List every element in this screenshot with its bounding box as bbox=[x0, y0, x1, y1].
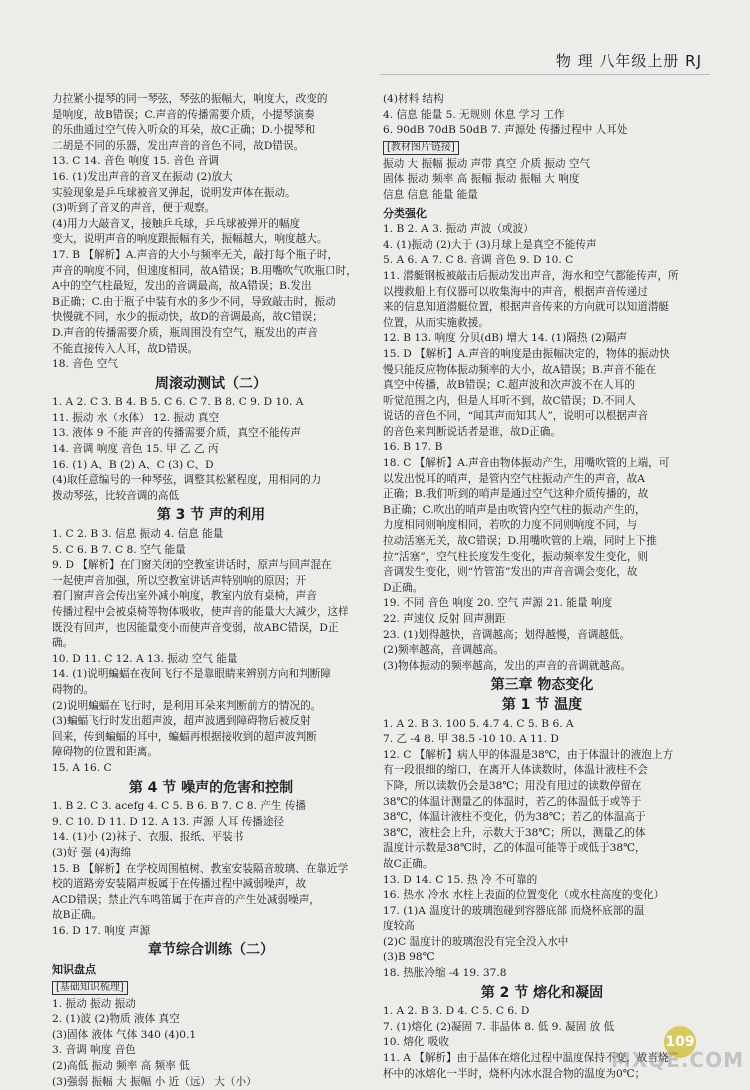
answer-line: 障碍物的位置和距离。 bbox=[52, 746, 158, 759]
sub-heading: 分类强化 bbox=[383, 206, 427, 220]
answer-line: 一起使声音加强，所以空教室讲话声特别响的原因；开 bbox=[52, 574, 307, 587]
answer-line: 5. C 6. B 7. C 8. 空气 能量 bbox=[52, 543, 186, 556]
header-rule bbox=[380, 74, 710, 75]
answer-line: 14. (1)说明蝙蝠在夜间飞行不是靠眼睛来辨别方向和判断障 bbox=[52, 668, 331, 681]
answer-line: 的乐曲通过空气传入听众的耳朵，故C正确；D.小提琴和 bbox=[52, 124, 316, 137]
answer-line: 7. (1)熔化 (2)凝固 7. 非晶体 8. 低 9. 凝固 放 低 bbox=[383, 1020, 615, 1033]
answer-line: D.声音的传播需要介质，瓶周围没有空气，瓶发出的声音 bbox=[52, 326, 318, 339]
answer-line: 1. A 2. B 3. D 4. C 5. C 6. D bbox=[383, 1005, 530, 1018]
answer-line: 故B正确。 bbox=[52, 909, 103, 922]
answer-line: 力度相同则响度相同，若吹的力度不同则响度不同，与 bbox=[383, 519, 638, 532]
answer-line: 传播过程中会被桌椅等物体吸收，使声音的能量大大减少，这样 bbox=[52, 606, 349, 618]
answer-line: 1. C 2. B 3. 信息 振动 4. 信息 能量 bbox=[52, 528, 224, 541]
answer-line: (3)强弱 振幅 大 振幅 小 近（远） 大（小） bbox=[52, 1075, 257, 1088]
section-heading: 第 2 节 熔化和凝固 bbox=[480, 984, 604, 1001]
answer-line: 38℃，体温计液柱不变化，仍为38℃；若乙的体温高于 bbox=[383, 811, 646, 824]
answer-line: (4)材料 结构 bbox=[383, 93, 444, 105]
answer-line: 9. C 10. D 11. D 12. A 13. 声源 人耳 传播途径 bbox=[52, 815, 285, 828]
answer-line: 1. A 2. B 3. 100 5. 4.7 4. C 5. B 6. A bbox=[383, 717, 574, 730]
answer-line: 以搜救船上有仪器可以收集海中的声音，根据声音传递过 bbox=[383, 285, 648, 298]
answer-line: 16. D 17. 响度 声源 bbox=[52, 924, 151, 937]
answer-line: 14. 音调 响度 音色 15. 甲 乙 乙 丙 bbox=[52, 443, 219, 456]
answer-line: (2)高低 振动 频率 高 频率 低 bbox=[52, 1060, 190, 1073]
answer-line: 的音色来判断说话者是谁，故D正确。 bbox=[383, 425, 561, 438]
answer-line: 真空中传播，故B错误；C.超声波和次声波不在人耳的 bbox=[383, 379, 635, 392]
answer-line: 15. D 【解析】A.声音的响度是由振幅决定的，物体的振动快 bbox=[383, 347, 670, 360]
left-column bbox=[52, 92, 370, 1090]
answer-line: 来的信息知道潜艇位置，根据声音传来的方向就可以知道潜艇 bbox=[383, 301, 670, 314]
bracket-label: [基础知识梳理] bbox=[52, 981, 128, 995]
answer-line: 着门窗声音会传出室外减小响度，教室内放有桌椅，声音 bbox=[52, 590, 317, 603]
answer-line: 1. 振动 振动 振动 bbox=[52, 997, 136, 1010]
answer-line: 温度计示数是38℃时，乙的体温可能等于或低于38℃， bbox=[383, 842, 646, 855]
answer-line: 13. 液体 9 不能 声音的传播需要介质，真空不能传声 bbox=[52, 427, 301, 440]
answer-line: 16. 热水 冷水 水柱上表面的位置变化（或水柱高度的变化） bbox=[383, 889, 665, 902]
answer-line: (2)C 温度计的玻璃泡没有完全没入水中 bbox=[383, 935, 569, 948]
page-number: 109 bbox=[664, 1026, 696, 1058]
answer-line: 慢只能反应物体振动频率的大小，故A错误；B.声音不能在 bbox=[383, 363, 657, 376]
answer-line: 16. (1) A、B (2) A、C (3) C、D bbox=[52, 458, 214, 471]
answer-line: 固体 振动 频率 高 振幅 振动 振幅 大 响度 bbox=[383, 173, 580, 186]
answer-line: ACD错误；禁止汽车鸣笛属于在声音的产生处减弱噪声， bbox=[52, 893, 320, 906]
answer-line: (3)固体 液体 气体 340 (4)0.1 bbox=[52, 1028, 197, 1041]
answer-line: 18. 热胀冷缩 -4 19. 37.8 bbox=[383, 967, 507, 980]
answer-line: 校的道路旁安装隔声板属于在传播过程中减弱噪声，故 bbox=[52, 878, 307, 891]
answer-line: B正确；C.吹出的哨声是由吹管内空气柱的振动产生的， bbox=[383, 503, 646, 516]
section-heading: 周滚动测试（二） bbox=[155, 375, 267, 392]
answer-line: 音调发生变化，则“竹管笛”发出的声音音调会变化，故 bbox=[383, 566, 638, 579]
section-heading: 第三章 物态变化 bbox=[490, 677, 594, 694]
answer-line: (3)蝙蝠飞行时发出超声波，超声波遇到障碍物后被反射 bbox=[52, 715, 311, 728]
section-heading: 第 4 节 噪声的危害和控制 bbox=[128, 779, 294, 796]
answer-line: 15. A 16. C bbox=[52, 761, 112, 774]
answer-line: 拉动活塞无关，故C错误；D.用嘴吹管的上端，同时上下推 bbox=[383, 535, 657, 548]
answer-line: 18. 音色 空气 bbox=[52, 358, 118, 371]
answer-line: 力拉紧小提琴的同一琴弦，琴弦的振幅大，响度大，改变的 bbox=[52, 93, 328, 105]
answer-line: 23. (1)划得越快，音调越高；划得越慢，音调越低。 bbox=[383, 628, 631, 641]
answer-line: 正确；B.我们听到的哨声是通过空气这种介质传播的，故 bbox=[383, 488, 649, 501]
answer-line: 6. 90dB 70dB 50dB 7. 声源处 传播过程中 人耳处 bbox=[383, 124, 628, 137]
bracket-label: [教材图片链接] bbox=[383, 141, 459, 155]
answer-line: D正确。 bbox=[383, 581, 424, 594]
answer-line: 12. C 【解析】病人甲的体温是38℃，由于体温计的液泡上方 bbox=[383, 748, 674, 761]
answer-line: 不能直接传入人耳，故D错误。 bbox=[52, 342, 199, 355]
answer-line: 14. (1)小 (2)袜子、衣服、报纸、平装书 bbox=[52, 831, 244, 844]
answer-line: 2. (1)波 (2)物质 液体 真空 bbox=[52, 1013, 180, 1026]
answer-line: (3)物体振动的频率越高，发出的声音的音调就越高。 bbox=[383, 659, 632, 672]
answer-line: 声音的响度不同，但速度相同，故A错误；B.用嘴吹气吹瓶口时， bbox=[52, 264, 357, 277]
answer-line: 说话的音色不同，“闻其声而知其人”，说明可以根据声音 bbox=[383, 410, 649, 423]
answer-line: 38℃，液柱会上升，示数大于38℃；所以，测量乙的体 bbox=[383, 826, 646, 839]
answer-line: 16. (1)发出声音的音叉在振动 (2)放大 bbox=[52, 170, 233, 183]
answer-line: 18. C 【解析】A.声音由物体振动产生，用嘴吹管的上端，可 bbox=[383, 457, 670, 470]
answer-line: 38℃的体温计测量乙的体温时，若乙的体温低于或等于 bbox=[383, 795, 642, 808]
answer-line: (3)B 98℃ bbox=[383, 951, 435, 964]
sub-heading: 知识盘点 bbox=[52, 963, 96, 977]
answer-line: (4)用力大敲音叉，接触乒乓球，乒乓球被弹开的幅度 bbox=[52, 217, 301, 230]
answer-line: 17. B 【解析】A.声音的大小与频率无关，敲打每个瓶子时， bbox=[52, 248, 339, 261]
answer-line: 10. 熔化 吸收 bbox=[383, 1036, 449, 1049]
answer-line: 9. D 【解析】在门窗关闭的空教室讲话时，原声与回声混在 bbox=[52, 559, 332, 572]
bracket-label-row bbox=[52, 979, 370, 997]
answer-line: 12. B 13. 响度 分贝(dB) 增大 14. (1)隔热 (2)隔声 bbox=[383, 332, 628, 345]
answer-line: 17. (1)A 温度计的玻璃泡碰到容器底部 而烧杯底部的温 bbox=[383, 904, 645, 917]
answer-line: 实验现象是乒乓球被音叉弹起，说明发声体在振动。 bbox=[52, 186, 296, 199]
answer-line: 11. A 【解析】由于晶体在熔化过程中温度保持不变，故当烧 bbox=[383, 1052, 669, 1065]
answer-line: 5. A 6. A 7. C 8. 音调 音色 9. D 10. C bbox=[383, 254, 574, 267]
answer-line: 11. 潜艇钢板被敲击后振动发出声音，海水和空气都能传声，所 bbox=[383, 269, 679, 282]
book-title: 物 理 八年级上册 RJ bbox=[555, 52, 702, 70]
answer-line: 4. (1)振动 (2)大于 (3)月球上是真空不能传声 bbox=[383, 238, 597, 251]
answer-line: 19. 不同 音色 响度 20. 空气 声源 21. 能量 响度 bbox=[383, 597, 613, 610]
answer-line: 1. B 2. C 3. acefg 4. C 5. B 6. B 7. C 8. 产生 传播 bbox=[52, 800, 307, 813]
answer-line: A中的空气柱最短，发出的音调最高，故A错误；B.发出 bbox=[52, 280, 312, 293]
answer-line: 既没有回声，也因能量变小而使声音变弱，故ABC错误，D正 bbox=[52, 621, 339, 634]
answer-line: 13. C 14. 音色 响度 15. 音色 音调 bbox=[52, 155, 219, 168]
section-heading: 第 1 节 温度 bbox=[501, 696, 583, 713]
answer-line: (3)听到了音叉的声音，便于观察。 bbox=[52, 202, 216, 215]
answer-line: 快慢就不同，水少的振动快，故D的音调最高，故C错误； bbox=[52, 311, 323, 324]
answer-line: 1. A 2. C 3. B 4. B 5. C 6. C 7. B 8. C 9. D 10. A bbox=[52, 396, 304, 409]
answer-line: 变大，说明声音的响度跟振幅有关，振幅越大，响度越大。 bbox=[52, 233, 328, 246]
answer-line: 振动 大 振幅 振动 声带 真空 介质 振动 空气 bbox=[383, 157, 591, 170]
answer-line: 确。 bbox=[52, 637, 74, 650]
answer-line: 度较高 bbox=[383, 920, 415, 933]
answer-line: 回来，传到蝙蝠的耳中，蝙蝠再根据接收到的超声波判断 bbox=[52, 730, 317, 743]
answer-line: B正确；C.由于瓶子中装有水的多少不同，导致敲击时，振动 bbox=[52, 295, 336, 308]
answer-line: 13. D 14. C 15. 热 冷 不可靠的 bbox=[383, 873, 538, 886]
answer-line: 二胡是不同的乐器，发出声音的音色不同，故D错误。 bbox=[52, 139, 305, 152]
answer-line: 16. B 17. B bbox=[383, 441, 443, 454]
bracket-label-row bbox=[383, 139, 701, 157]
answer-line: 拨动琴弦，比较音调的高低 bbox=[52, 489, 180, 502]
watermark-text: MXQE.COM bbox=[610, 1048, 744, 1072]
answer-line: 10. D 11. C 12. A 13. 振动 空气 能量 bbox=[52, 652, 238, 665]
section-heading: 章节综合训练（二） bbox=[148, 942, 274, 959]
answer-line: (3)好 强 (4)海绵 bbox=[52, 846, 132, 859]
answer-line: 15. B 【解析】在学校周围植树、教室安装隔音玻璃、在靠近学 bbox=[52, 862, 349, 875]
answer-line: 碍物的。 bbox=[52, 683, 95, 696]
answer-line: 拉“活塞”，空气柱长度发生变化，振动频率发生变化，则 bbox=[383, 550, 649, 563]
answer-line: 3. 音调 响度 音色 bbox=[52, 1044, 136, 1057]
answer-line: 22. 声速仪 反射 回声测距 bbox=[383, 613, 506, 625]
answer-line: 故C正确。 bbox=[383, 857, 434, 870]
answer-line: 信息 信息 能量 能量 bbox=[383, 188, 478, 201]
answer-line: 听觉范围之内，但是人耳听不到，故C错误；D.不同人 bbox=[383, 394, 636, 407]
answer-line: 是响度，故B错误；C.声音的传播需要介质，小提琴演奏 bbox=[52, 108, 315, 121]
answer-line: 7. 乙 -4 8. 甲 38.5 -10 10. A 11. D bbox=[383, 733, 559, 746]
answer-line: 有一段很细的缩口，在离开人体读数时，体温计液柱不会 bbox=[383, 764, 648, 777]
answer-line: (2)频率越高，音调越高。 bbox=[383, 644, 504, 657]
answer-line: (2)说明蝙蝠在飞行时，是利用耳朵来判断前方的情况的。 bbox=[52, 699, 322, 712]
answer-line: 杯中的冰熔化一半时，烧杯内冰水混合物的温度为0℃； bbox=[383, 1067, 646, 1080]
answer-line: (4)取任意编号的一种琴弦，调整其松紧程度，用相同的力 bbox=[52, 474, 322, 487]
answer-line: 以发出悦耳的哨声，是管内空气柱振动产生的声音，故A bbox=[383, 472, 645, 485]
answer-line: 下降，所以读数仍会是38℃；用没有甩过的读数停留在 bbox=[383, 779, 642, 792]
section-heading: 第 3 节 声的利用 bbox=[156, 507, 266, 524]
answer-line: 1. B 2. A 3. 振动 声波（或波） bbox=[383, 223, 534, 236]
answer-line: 11. 振动 水（水体） 12. 振动 真空 bbox=[52, 411, 220, 424]
right-column bbox=[383, 92, 701, 1082]
answer-line: 位置，从而实施救援。 bbox=[383, 316, 489, 329]
answer-line: 4. 信息 能量 5. 无规则 休息 学习 工作 bbox=[383, 108, 565, 121]
